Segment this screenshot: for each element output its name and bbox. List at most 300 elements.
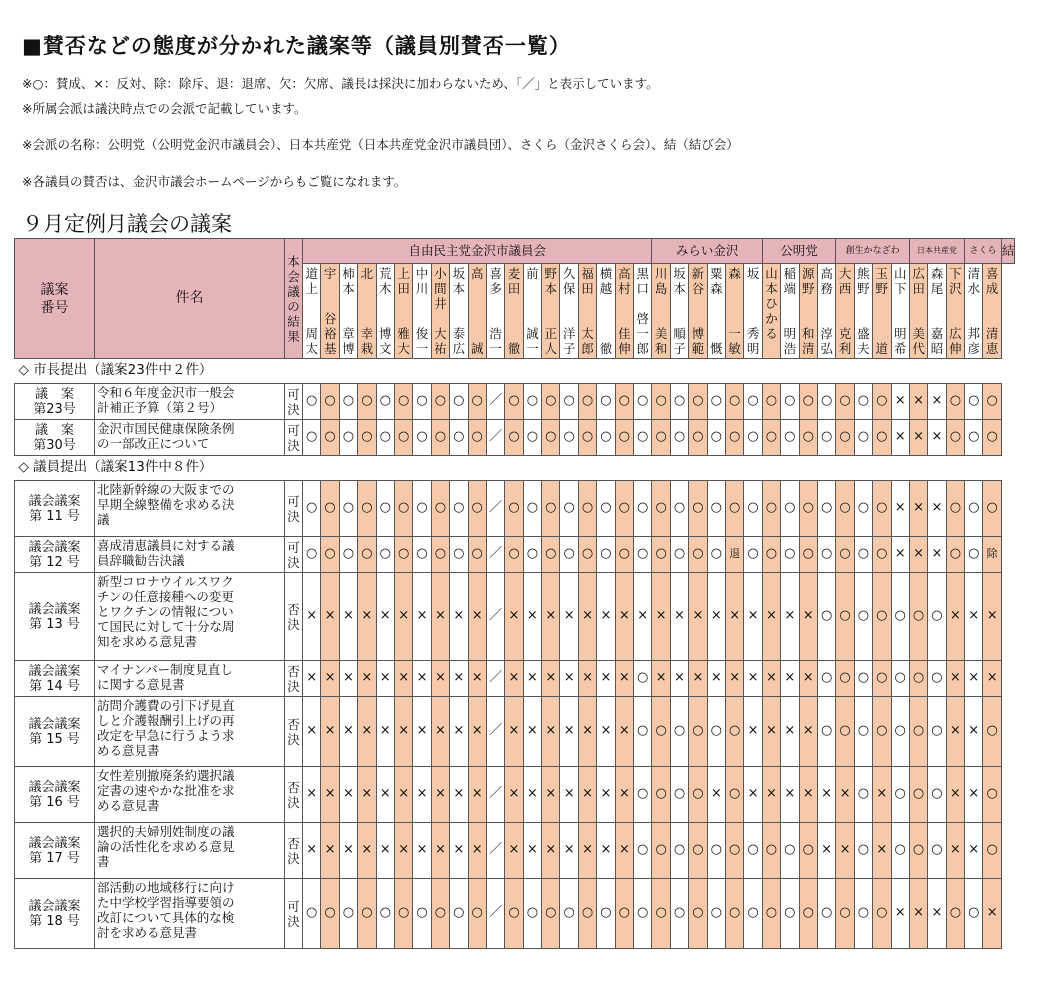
member-name: [652, 264, 670, 359]
vote-cell: ○: [836, 537, 854, 573]
member-surname: [487, 264, 504, 296]
vote-cell: ×: [358, 573, 376, 661]
vote-cell: ×: [597, 661, 615, 697]
bill-row: [15, 823, 1015, 879]
bill-number: [15, 661, 95, 697]
bill-subject-line: 改訂について具体的な検: [97, 910, 235, 925]
vote-cell: ○: [799, 537, 817, 573]
member-name: [431, 264, 449, 359]
vote-cell: ○: [634, 697, 652, 767]
bill-number-line: 議会議案: [28, 716, 81, 732]
member-name-char: 洋: [562, 326, 576, 341]
member-name-char: 小: [434, 266, 447, 281]
member-name-char: 大: [397, 341, 410, 356]
member-name-char: る: [765, 326, 778, 341]
vote-cell: ○: [339, 481, 357, 537]
member-name: [634, 264, 652, 359]
member-name-char: 博: [691, 326, 705, 341]
vote-cell: ×: [413, 573, 431, 661]
member-name-char: 佳: [618, 326, 631, 341]
vote-cell: ○: [542, 537, 560, 573]
bill-number-line: 第30号: [33, 437, 76, 453]
vote-cell: ○: [854, 384, 872, 420]
vote-cell: ○: [781, 537, 799, 573]
member-name-char: 徹: [507, 341, 521, 356]
vote-cell: ×: [707, 767, 725, 823]
member-name-char: 道: [305, 266, 318, 281]
vote-cell: ×: [578, 823, 596, 879]
member-name-char: 浩: [489, 326, 502, 341]
member-surname: [855, 264, 872, 296]
member-name-char: 太: [305, 341, 318, 356]
member-name-char: 淳: [820, 326, 833, 341]
vote-cell: ○: [542, 420, 560, 456]
bill-result-char: 否: [287, 835, 300, 851]
bill-number-line: 第 11 号: [29, 508, 80, 524]
member-name: [744, 264, 762, 359]
member-name-char: 新: [691, 266, 705, 281]
vote-cell: ×: [542, 823, 560, 879]
member-name-char: 麦: [507, 266, 521, 281]
vote-cell: ○: [413, 481, 431, 537]
vote-cell: ×: [431, 573, 449, 661]
bill-subject-line: 訪問介護費の引下げ見直: [97, 698, 235, 713]
vote-cell: ×: [578, 697, 596, 767]
member-name-char: 太: [581, 326, 594, 341]
vote-cell: ○: [744, 537, 762, 573]
vote-cell: ○: [909, 573, 927, 661]
member-name-char: 宇: [323, 266, 337, 281]
member-name-char: 和: [801, 326, 815, 341]
member-given-name: [689, 326, 706, 356]
vote-cell: ○: [303, 879, 321, 949]
vote-cell: ○: [781, 879, 799, 949]
member-given-name: [836, 326, 853, 356]
bill-row: [15, 697, 1015, 767]
vote-cell: ○: [597, 384, 615, 420]
vote-cell: ○: [597, 481, 615, 537]
vote-cell: ×: [799, 697, 817, 767]
member-name-char: 木: [379, 281, 392, 296]
bill-result-char: 否: [287, 779, 300, 795]
vote-cell: ○: [523, 420, 541, 456]
bill-subject-line: 部活動の地域移行に向け: [97, 880, 235, 895]
vote-cell: ○: [799, 384, 817, 420]
vote-cell: ×: [652, 573, 670, 661]
member-given-name: [965, 326, 982, 356]
member-surname: [303, 264, 320, 296]
vote-cell: ○: [817, 573, 835, 661]
member-name-char: 下: [893, 281, 907, 296]
bill-subject-line: チンの任意接種への変更: [97, 589, 234, 604]
vote-cell: ○: [744, 481, 762, 537]
vote-cell: ×: [413, 767, 431, 823]
header-result-char: 議: [287, 283, 300, 299]
member-name-char: 一: [526, 341, 539, 356]
vote-cell: ○: [413, 537, 431, 573]
vote-cell: ○: [817, 661, 835, 697]
vote-cell: ×: [394, 697, 412, 767]
vote-cell: ×: [376, 661, 394, 697]
vote-cell: ○: [744, 384, 762, 420]
member-name-char: 裕: [323, 326, 337, 341]
vote-cell: ×: [431, 661, 449, 697]
vote-cell: ×: [394, 661, 412, 697]
member-surname: [616, 264, 633, 296]
vote-cell: ○: [652, 879, 670, 949]
member-name-char: 雅: [397, 326, 410, 341]
bill-result-char: 可: [287, 422, 300, 438]
member-name-char: 中: [415, 266, 429, 281]
vote-cell: ×: [965, 661, 983, 697]
member-name-char: 沢: [949, 281, 962, 296]
vote-cell: ×: [707, 661, 725, 697]
member-name-char: 高: [470, 266, 484, 281]
member-given-name: [303, 326, 320, 356]
vote-cell: ×: [725, 573, 743, 661]
member-name-char: 博: [379, 326, 392, 341]
member-name-char: 下: [949, 266, 962, 281]
vote-cell: ×: [376, 697, 394, 767]
member-name-char: 俊: [415, 326, 429, 341]
vote-cell: ×: [523, 661, 541, 697]
member-name-char: 源: [801, 266, 815, 281]
bill-number: [15, 537, 95, 573]
vote-cell: ○: [670, 420, 688, 456]
vote-cell: ×: [505, 661, 523, 697]
member-name: [542, 264, 560, 359]
member-name-char: 道: [875, 341, 889, 356]
vote-cell: ○: [670, 697, 688, 767]
member-given-name: [560, 326, 577, 356]
vote-cell: ×: [725, 661, 743, 697]
member-given-name: [652, 326, 669, 356]
vote-cell: ○: [836, 384, 854, 420]
vote-cell: ×: [891, 537, 909, 573]
vote-cell: ×: [523, 767, 541, 823]
vote-cell: ○: [578, 879, 596, 949]
vote-cell: ○: [560, 879, 578, 949]
vote-cell: ×: [358, 697, 376, 767]
member-name-char: 希: [893, 341, 907, 356]
bill-result-char: 可: [287, 493, 300, 509]
vote-cell: ×: [303, 661, 321, 697]
member-given-name: [947, 326, 964, 356]
bill-subject: [95, 420, 285, 456]
bill-subject-line: める意見書: [97, 798, 160, 813]
member-name: [321, 264, 339, 359]
member-surname: [818, 264, 835, 296]
member-surname: [597, 264, 614, 296]
vote-cell: ○: [983, 420, 1001, 456]
member-name: [413, 264, 431, 359]
vote-cell: ×: [560, 767, 578, 823]
vote-cell: ×: [523, 697, 541, 767]
bill-result: [285, 384, 303, 420]
vote-cell: ○: [909, 767, 927, 823]
vote-cell: ×: [928, 384, 946, 420]
member-name-char: 田: [581, 281, 594, 296]
member-name-char: 稲: [783, 266, 797, 281]
member-name-char: 山: [893, 266, 907, 281]
vote-cell: ○: [891, 573, 909, 661]
vote-cell: ×: [358, 823, 376, 879]
member-name-char: 柿: [342, 266, 355, 281]
vote-cell: ×: [339, 661, 357, 697]
vote-cell: ○: [450, 384, 468, 420]
bill-subject-line: 早期全線整備を求める決: [97, 497, 235, 512]
member-surname: [726, 264, 743, 281]
bill-number: [15, 697, 95, 767]
vote-cell: ○: [854, 697, 872, 767]
vote-cell: ○: [725, 767, 743, 823]
vote-cell: ○: [799, 420, 817, 456]
vote-cell: ○: [781, 823, 799, 879]
bill-number: [15, 573, 95, 661]
bill-result-char: 否: [287, 663, 300, 679]
member-name-char: 熊: [857, 266, 870, 281]
vote-cell: ×: [431, 697, 449, 767]
vote-cell: ○: [634, 767, 652, 823]
vote-cell: ○: [817, 384, 835, 420]
vote-cell: ○: [634, 879, 652, 949]
member-given-name: [377, 326, 394, 356]
vote-cell: ○: [634, 384, 652, 420]
vote-cell: ○: [836, 481, 854, 537]
bill-subject-line: た中学校学習指導要領の: [97, 895, 235, 910]
member-given-name: [671, 326, 688, 356]
vote-cell: ○: [891, 823, 909, 879]
vote-cell: ×: [781, 661, 799, 697]
vote-cell: ○: [799, 823, 817, 879]
member-surname: [763, 264, 780, 341]
member-surname: [947, 264, 964, 296]
vote-cell: ×: [983, 573, 1001, 661]
member-given-name: [983, 326, 1000, 356]
member-name-char: 島: [654, 281, 668, 296]
member-name-char: 田: [912, 281, 925, 296]
member-given-name: [708, 341, 725, 356]
member-name-char: 郎: [581, 341, 594, 356]
vote-cell: ○: [762, 537, 780, 573]
vote-cell: ○: [634, 661, 652, 697]
vote-cell: ○: [413, 879, 431, 949]
member-name-char: 保: [562, 281, 576, 296]
vote-cell: ○: [762, 823, 780, 879]
vote-table: [14, 238, 1015, 949]
vote-cell: ○: [560, 537, 578, 573]
vote-cell: ×: [652, 661, 670, 697]
vote-cell: ○: [670, 823, 688, 879]
member-given-name: [395, 326, 412, 356]
bill-subject: [95, 537, 285, 573]
vote-cell: ／: [486, 420, 504, 456]
member-surname: [450, 264, 467, 296]
member-name-char: 広: [949, 326, 962, 341]
member-name-char: 栽: [360, 341, 374, 356]
vote-cell: ○: [523, 384, 541, 420]
member-name-char: 間: [434, 281, 447, 296]
member-given-name: [579, 326, 596, 356]
header-bill-no: [15, 239, 95, 359]
bill-row: [15, 481, 1015, 537]
vote-cell: ○: [358, 879, 376, 949]
member-surname: [983, 264, 1000, 296]
vote-cell: ×: [413, 823, 431, 879]
vote-cell: ○: [413, 384, 431, 420]
vote-cell: ○: [725, 420, 743, 456]
vote-cell: ○: [358, 384, 376, 420]
vote-cell: ○: [725, 879, 743, 949]
vote-cell: ×: [468, 767, 486, 823]
member-name-char: 口: [636, 281, 649, 296]
bill-subject-line: 令和６年度金沢市一般会: [97, 385, 235, 400]
member-name-char: 誠: [526, 326, 539, 341]
member-name-char: 伸: [618, 341, 631, 356]
group-label: ◇ 市長提出（議案23件中２件）: [15, 359, 1002, 384]
vote-cell: ○: [873, 879, 891, 949]
member-name-char: 森: [710, 281, 723, 296]
vote-cell: ○: [725, 481, 743, 537]
vote-cell: ○: [652, 823, 670, 879]
vote-cell: ×: [542, 661, 560, 697]
member-name-char: 成: [985, 281, 999, 296]
vote-cell: ○: [946, 537, 964, 573]
vote-cell: ○: [946, 420, 964, 456]
member-name-char: 秀: [746, 326, 760, 341]
vote-cell: ○: [946, 879, 964, 949]
member-name: [394, 264, 412, 359]
member-name: [597, 264, 615, 359]
vote-cell: 退: [725, 537, 743, 573]
vote-cell: ×: [321, 573, 339, 661]
vote-cell: ○: [854, 767, 872, 823]
member-name: [836, 264, 854, 359]
vote-cell: ○: [707, 823, 725, 879]
member-name-char: 森: [930, 266, 944, 281]
vote-cell: ○: [505, 537, 523, 573]
bill-subject-line: 員辞職勧告決議: [97, 553, 185, 568]
vote-cell: ○: [303, 420, 321, 456]
member-surname: [744, 264, 761, 281]
vote-cell: ○: [928, 823, 946, 879]
vote-cell: ×: [615, 661, 633, 697]
vote-cell: ×: [450, 573, 468, 661]
vote-cell: ○: [450, 537, 468, 573]
member-name-char: 美: [912, 326, 925, 341]
member-name-char: 嘉: [930, 326, 944, 341]
member-name-char: 村: [618, 281, 631, 296]
vote-cell: ×: [689, 661, 707, 697]
member-surname: [340, 264, 357, 296]
bill-result: [285, 767, 303, 823]
vote-cell: ○: [339, 420, 357, 456]
vote-cell: ×: [450, 823, 468, 879]
vote-cell: ○: [634, 420, 652, 456]
vote-cell: ○: [689, 384, 707, 420]
bill-row: [15, 573, 1015, 661]
vote-cell: ○: [799, 879, 817, 949]
bill-result-char: 決: [287, 508, 300, 524]
vote-cell: ○: [744, 420, 762, 456]
vote-cell: ○: [505, 879, 523, 949]
bill-result-char: 決: [287, 731, 300, 747]
vote-cell: ○: [817, 879, 835, 949]
member-given-name: [928, 326, 945, 356]
member-name-char: 多: [489, 281, 502, 296]
vote-cell: ×: [928, 420, 946, 456]
vote-cell: ○: [965, 384, 983, 420]
vote-cell: ×: [634, 573, 652, 661]
vote-cell: ○: [523, 481, 541, 537]
bill-subject: [95, 697, 285, 767]
member-name: [560, 264, 578, 359]
vote-cell: ○: [321, 879, 339, 949]
vote-cell: ×: [781, 573, 799, 661]
vote-cell: ○: [303, 384, 321, 420]
vote-cell: ×: [946, 573, 964, 661]
vote-cell: ○: [615, 879, 633, 949]
vote-cell: ×: [762, 767, 780, 823]
member-name-char: 広: [452, 341, 466, 356]
bill-subject-line: の一部改正について: [97, 436, 210, 451]
vote-cell: ○: [652, 481, 670, 537]
vote-cell: ×: [928, 481, 946, 537]
vote-cell: ○: [854, 537, 872, 573]
member-name-char: 一: [489, 341, 502, 356]
member-name-char: 田: [397, 281, 410, 296]
vote-cell: ○: [909, 697, 927, 767]
vote-cell: ○: [928, 767, 946, 823]
vote-cell: ○: [652, 767, 670, 823]
vote-cell: ○: [689, 420, 707, 456]
member-name-char: 上: [397, 266, 410, 281]
header-result-char: の: [287, 298, 300, 314]
vote-cell: ○: [689, 481, 707, 537]
bill-subject-line: て国民に対して十分な周: [97, 619, 235, 634]
vote-cell: ×: [578, 767, 596, 823]
vote-cell: ○: [560, 481, 578, 537]
member-name-char: 本: [342, 281, 355, 296]
bill-result-char: 否: [287, 716, 300, 732]
vote-cell: ○: [431, 879, 449, 949]
member-given-name: [873, 341, 890, 356]
party-header: みらい金沢: [652, 239, 762, 264]
vote-cell: ×: [817, 823, 835, 879]
vote-cell: ○: [597, 879, 615, 949]
vote-cell: ○: [578, 384, 596, 420]
vote-cell: ○: [615, 420, 633, 456]
bill-result: [285, 420, 303, 456]
bill-number-line: 議会議案: [28, 835, 81, 851]
member-name-char: 邦: [967, 326, 981, 341]
vote-cell: ×: [965, 697, 983, 767]
vote-cell: ○: [689, 823, 707, 879]
member-name: [965, 264, 983, 359]
member-name-char: 越: [599, 281, 613, 296]
vote-cell: ○: [707, 537, 725, 573]
vote-cell: ○: [358, 537, 376, 573]
vote-cell: ○: [689, 697, 707, 767]
member-name-char: 清: [967, 266, 981, 281]
vote-cell: ○: [873, 537, 891, 573]
party-header: 公明党: [762, 239, 836, 264]
vote-cell: ○: [450, 879, 468, 949]
vote-cell: ○: [468, 537, 486, 573]
vote-cell: ×: [891, 481, 909, 537]
member-surname: [560, 264, 577, 296]
bill-result-char: 決: [287, 794, 300, 810]
